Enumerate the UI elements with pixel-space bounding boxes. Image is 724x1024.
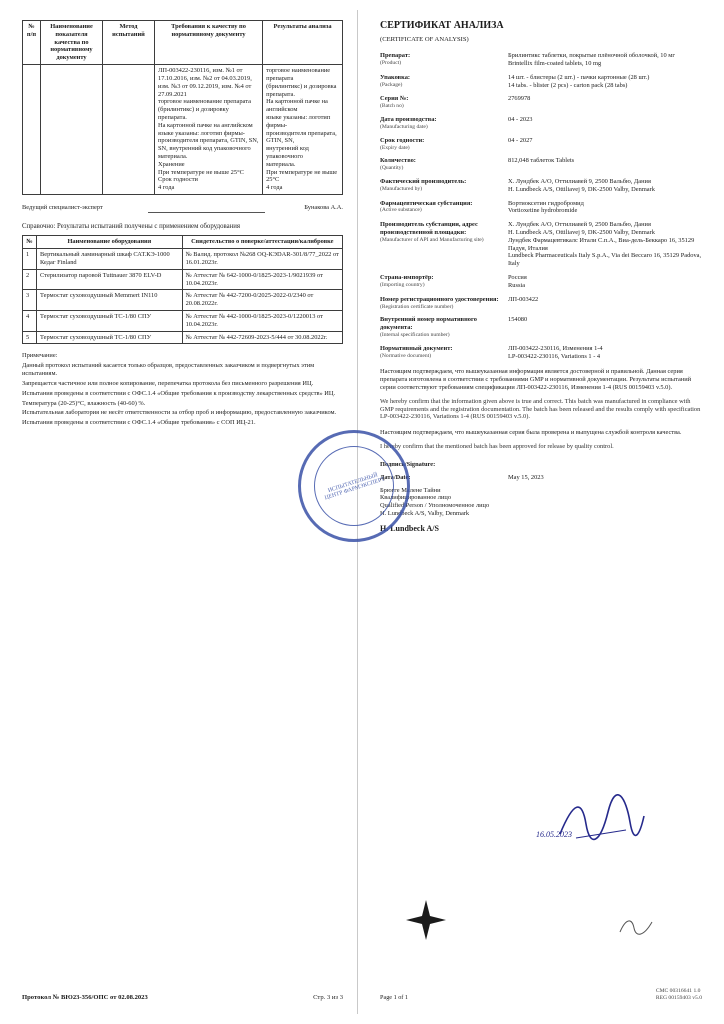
equipment-row [23, 249, 343, 270]
results-cell-result [263, 65, 343, 195]
certificate-reference-lines [656, 988, 702, 1002]
results-cell-requirement [155, 65, 263, 195]
certificate-field-value [508, 116, 702, 131]
equipment-cell: 3 [23, 290, 37, 311]
protocol-number: Протокол № ВЮ23-356/ОПС от 02.08.2023 [22, 993, 148, 1001]
field-value-line: Лундбек Фармацевтикалс Итали С.п.А., Виа-дель-Беккаро 16, 35129 Падуя, Италия [508, 236, 695, 252]
results-line: Срок годности [158, 176, 198, 184]
note-line: Температура (20-25)°С, влажность (40-60) %. [22, 399, 146, 407]
equipment-col-certificate: Свидетельство о поверке/аттестации/калибровке [182, 236, 342, 249]
certificate-field-value [508, 157, 702, 172]
field-label-en: (Expiry date) [380, 144, 410, 151]
col-requirement: Требования к качеству по нормативному документу [155, 21, 263, 65]
date-label-row [380, 474, 702, 482]
date-label: Дата/Date: [380, 473, 411, 481]
field-value-line: Brintellix film-coated tablets, 10 mg [508, 60, 602, 68]
statement-en: We hereby confirm that the information given above is true and correct. This batch was manufactured in compliance with GMP requirements and the registration documentation. The batch has been released and the results comply with specification LP-003422-230116, Variations 1-4 (RUS 00159403 v.5.0). [380, 397, 701, 421]
field-label-ru: Дата производства: [380, 116, 437, 124]
equipment-cell: Термостат суховоздушный Memmert IN110 [37, 290, 183, 311]
results-line: изм. №3 от 09.12.2019, изм. №4 от [158, 82, 252, 90]
equipment-col-name: Наименование оборудования [37, 236, 183, 249]
results-line: материала. [158, 153, 188, 160]
certificate-field-value [508, 178, 702, 194]
field-label-ru: Фактический производитель: [380, 177, 467, 185]
field-value-line: Х. Лундбек А/О, Оттилиавей 9, 2500 Вальбю, Дания [508, 221, 651, 229]
field-value-line: 04 - 2023 [508, 116, 533, 124]
field-value-line: 14 tabs. - blister (2 pcs) - carton pack (28 tabs) [508, 81, 628, 89]
signature-label-row [380, 461, 702, 469]
page-info: Стр. 3 из 3 [313, 993, 343, 1001]
certificate-field-label [380, 200, 508, 216]
certificate-field [380, 116, 702, 131]
field-value-line: Х. Лундбек А/О, Оттилиавей 9, 2500 Вальбю, Дания [508, 177, 651, 185]
equipment-row [23, 311, 343, 332]
field-value-line: Russia [508, 281, 526, 289]
protocol-notes [22, 352, 343, 427]
signature-line [148, 203, 266, 213]
reference-line: CMC 00316641 1.0 [655, 988, 701, 995]
results-line: При температуре не выше 25°С [158, 168, 244, 176]
results-cell-method [103, 65, 155, 195]
field-label-en: (Manufactured by) [380, 185, 423, 192]
field-value-line: 04 - 2027 [508, 136, 533, 144]
results-cell-num [23, 65, 41, 195]
col-result: Результаты анализа [263, 21, 343, 65]
results-line: На картонной пачке на английском [158, 121, 253, 129]
field-label-en: (Internal specification number) [380, 331, 450, 338]
certificate-fields [380, 52, 702, 360]
certificate-field-value [508, 95, 702, 110]
field-label-en: (Importing country) [380, 281, 425, 288]
results-line: Хранение [158, 160, 185, 168]
certificate-field-label [380, 296, 508, 311]
field-label-ru: Производитель субстанции, адрес производственной площадки: [380, 221, 478, 237]
field-label-ru: Нормативный документ: [380, 344, 453, 352]
equipment-cell: № Аттестат № 642-1000-0/1825-2023-1/9021939 от 10.04.2023г. [182, 269, 342, 290]
equipment-cell: Термостат суховоздушный ТС-1/80 СПУ [37, 311, 183, 332]
results-line: языке указаны: логотип фирмы- [266, 113, 331, 129]
seal-inner-ring [314, 446, 394, 526]
certificate-field-label [380, 274, 508, 290]
field-value-line: Vortioxetine hydrobromide [508, 207, 578, 215]
signatory-line: Квалифицированное лицо [380, 494, 452, 502]
certificate-field-label [380, 178, 508, 194]
field-value-line: 14 шт. - блистеры (2 шт.) - пачки картонные (28 шт.) [508, 73, 650, 81]
round-seal-icon [298, 430, 410, 542]
equipment-cell: № Аттестат № 442-1000-0/1825-2023-0/1220013 от 10.04.2023г. [182, 311, 342, 332]
field-value-line: ЛП-003422 [508, 295, 539, 303]
results-line: препарата. [158, 113, 187, 121]
field-value-line: 2769978 [508, 95, 531, 103]
note-line: Испытательная лаборатория не несёт ответственности за отбор проб и информацию, предоставленную заказчиком. [22, 409, 337, 417]
reference-line: REG 00159403 v5.0 [655, 995, 702, 1002]
certificate-field [380, 274, 702, 290]
handwritten-date: 16.05.2023 [536, 830, 572, 839]
field-value-line: H. Lundbeck A/S, Ottiliavej 9, DK-2500 Valby, Denmark [508, 185, 655, 193]
results-line: На картонной пачке на английском [266, 98, 328, 114]
statement-ru: Настоящим подтверждаем, что вышеуказанная информация является достоверной и правильной. Данная серия препарата изготовлена в соответствии с требованиями GMP и нормативной документации. Результаты испытаний серии соответствуют требованиям спецификации ЛП-003422-230116, Изменения 1-4 (RUS 00159403 v.5.0). [380, 368, 692, 392]
signatory-line: Qualified Person / Уполномоченное лицо [380, 502, 490, 510]
field-value-line: Вортиоксетин гидробромид [508, 199, 584, 207]
certificate-field-value [508, 345, 702, 361]
results-line: (брилинтикс) и дозировка [266, 82, 337, 90]
certificate-field-value [508, 52, 702, 68]
certificate-field-label [380, 116, 508, 131]
signatory-line: Брюгге Малене Тайни [380, 486, 441, 494]
results-line: 4 года [158, 184, 175, 192]
certificate-field-label [380, 316, 508, 338]
field-value-line: 154080 [508, 316, 528, 324]
field-value-line: LP-003422-230116, Variations 1 - 4 [508, 352, 601, 360]
certificate-field [380, 52, 702, 68]
certificate-field-label [380, 95, 508, 110]
equipment-cell: Стерилизатор паровой Tuttnauer 3870 ELV-D [37, 269, 183, 290]
certificate-field [380, 345, 702, 361]
equipment-cell: 1 [23, 249, 37, 270]
results-line: ЛП-003422-230116, изм. №1 от [158, 67, 243, 75]
results-line: внутренний код упаковочного [266, 145, 309, 160]
col-indicator: Наименование показателя качества по нормативному документу [41, 21, 103, 65]
results-line: SN, внутренний код упаковочного [158, 145, 251, 153]
results-line: торговое наименование препарата [158, 98, 251, 106]
note-line: Примечание: [22, 352, 58, 360]
certificate-field-value [508, 274, 702, 290]
results-cell-name [41, 65, 103, 195]
note-line: Испытания проведены в соответствии с ОФС.1.4 «Общие требования к производству лекарственных средств» ИЦ. [22, 389, 336, 397]
results-row [23, 65, 343, 195]
certificate-field-label [380, 52, 508, 68]
field-label-ru: Упаковка: [380, 73, 411, 81]
col-number: № п/п [23, 21, 41, 65]
field-label-en: (Package) [380, 81, 403, 88]
results-line: производителя препарата, GTIN, SN, [158, 137, 259, 145]
signature-block [380, 461, 702, 534]
certificate-field [380, 296, 702, 311]
certificate-field-value [508, 296, 702, 311]
signatory-lines [380, 487, 702, 518]
responsible-name: Бунакова А.А. [304, 204, 343, 212]
certificate-field [380, 200, 702, 216]
responsible-label: Ведущий специалист-эксперт [22, 204, 103, 212]
field-value-line: ЛП-003422-230116, Изменения 1-4 [508, 344, 603, 352]
field-label-ru: Фармацевтическая субстанция: [380, 199, 473, 207]
field-value-line: Брилинтикс таблетки, покрытые плёночной оболочкой, 10 мг [508, 52, 675, 60]
field-label-ru: Внутренний номер нормативного документа: [380, 316, 477, 332]
company-name: H. Lundbeck A/S [380, 523, 439, 533]
certificate-field [380, 316, 702, 338]
certificate-field [380, 178, 702, 194]
certificate-field-label [380, 345, 508, 361]
certificate-page [366, 10, 716, 1014]
equipment-cell: Вертикальный ламинарный шкаф САТ.КЭ-1000 Кедаг Finland [37, 249, 183, 270]
equipment-cell: 5 [23, 331, 37, 344]
field-label-en: (Manufacturing date) [380, 123, 428, 130]
field-label-en: (Active substance) [380, 207, 422, 214]
certificate-field-value [508, 316, 702, 338]
field-label-ru: Срок годности: [380, 136, 425, 144]
field-label-en: (Quantity) [380, 165, 404, 172]
field-label-en: (Manufacturer of API and Manufacturing site) [380, 236, 484, 243]
field-label-en: (Batch no) [380, 103, 404, 110]
certificate-field-label [380, 137, 508, 152]
field-value-line: Lundbeck Pharmaceuticals Italy S.p.A., Via dei Beccaro 16, 35129 Padova, Italy [508, 252, 702, 268]
field-value-line: 812,048 таблеток Tablets [508, 157, 575, 165]
equipment-cell: № Аттестат № 442-72609-2023-5/444 от 30.08.2022г. [182, 331, 342, 344]
release-ru: Настоящим подтверждаем, что вышеуказанная серия была проверена и выпущена службой контроля качества. [380, 429, 682, 437]
equipment-cell: 4 [23, 311, 37, 332]
equipment-cell: № Аттестат № 442-7200-0/2025-2022-0/2340 от 20.08.2022г. [182, 290, 342, 311]
equipment-cell: Термостат суховоздушный ТС-1/80 СПУ [37, 331, 183, 344]
field-label-en: (Normative document) [380, 352, 432, 359]
seal-text: ИСПЫТАТЕЛЬНЫЙ ЦЕНТР ФАРМЭКСПЕРТ [324, 471, 386, 502]
certificate-subtitle: (CERTIFICATE OF ANALYSIS) [380, 36, 469, 44]
results-table [22, 20, 343, 195]
results-line: 27.09.2021 [158, 90, 187, 98]
results-line: При температуре не выше 25°С [266, 168, 338, 184]
field-label-ru: Страна-импортёр: [380, 274, 434, 282]
field-label-ru: Номер регистрационного удостоверения: [380, 295, 499, 303]
certificate-field-value [508, 137, 702, 152]
field-label-ru: Препарат: [380, 52, 411, 60]
equipment-header-row [23, 236, 343, 249]
equipment-table [22, 235, 343, 344]
certificate-field [380, 157, 702, 172]
date-value: May 15, 2023 [508, 473, 544, 481]
certificate-field-value [508, 221, 702, 268]
results-header-row [23, 21, 343, 65]
certificate-field [380, 221, 702, 268]
field-label-ru: Серия №: [380, 95, 409, 103]
col-method: Метод испытаний [103, 21, 155, 65]
certificate-field [380, 95, 702, 110]
results-line: языке указаны: логотип фирмы- [158, 129, 245, 137]
handwritten-mark-icon [618, 914, 654, 940]
certificate-field-value [508, 74, 702, 90]
equipment-body [23, 249, 343, 344]
certificate-field-label [380, 74, 508, 90]
signature-label: Подпись/Signature: [380, 460, 436, 468]
certificate-field-value [508, 200, 702, 216]
results-body [23, 65, 343, 195]
protocol-footer [22, 994, 343, 1002]
responsible-signature-row [22, 203, 343, 213]
certificate-page-count: Page 1 of 1 [380, 994, 409, 1002]
certificate-field-label [380, 157, 508, 172]
results-line: торговое наименование препарата [266, 67, 331, 82]
results-line: (брилинтикс) и дозировку [158, 106, 229, 114]
release-en: I hereby confirm that the mentioned batch has been approved for release by quality control. [380, 443, 614, 451]
equipment-cell: 2 [23, 269, 37, 290]
field-label-en: (Registration certificate number) [380, 303, 454, 310]
certificate-title: СЕРТИФИКАТ АНАЛИЗА [380, 20, 504, 31]
certificate-field [380, 137, 702, 152]
lundbeck-logo-icon [404, 898, 448, 942]
equipment-cell: № Валид. протокол №268 ОQ-КЭDAR-301/8/77_2022 от 16.01.2023г. [182, 249, 342, 270]
field-label-ru: Количество: [380, 157, 416, 165]
note-line: Испытания проведены в соответствии с ОФС.1.4 «Общие требования» с СОП ИЦ-21. [22, 419, 256, 427]
signatory-line: H. Lundbeck A/S, Valby, Denmark [380, 509, 470, 517]
equipment-title: Справочно: Результаты испытаний получены с применением оборудования [22, 223, 241, 231]
results-line: 4 года [266, 184, 283, 192]
equipment-row [23, 269, 343, 290]
results-line: производителя препарата, GTIN, SN, [266, 129, 337, 145]
certificate-field [380, 74, 702, 90]
results-line: препарата. [266, 90, 295, 98]
equipment-col-number: № [23, 236, 37, 249]
equipment-row [23, 331, 343, 344]
results-line: 17.10.2016, изм. №2 от 04.03.2019, [158, 74, 252, 82]
field-label-en: (Product) [380, 60, 402, 67]
note-line: Данный протокол испытаний касается только образцов, предоставленных заказчиком и подвергнутых этим испытаниям. [22, 362, 315, 378]
results-line: материала. [266, 160, 296, 168]
equipment-row [23, 290, 343, 311]
note-line: Запрещается частичное или полное копирование, перепечатка протокола без письменного разрешения ИЦ. [22, 379, 314, 387]
field-value-line: Россия [508, 274, 527, 282]
certificate-field-label [380, 221, 508, 268]
field-value-line: H. Lundbeck A/S, Ottiliavej 9, DK-2500 Valby, Denmark [508, 229, 655, 237]
